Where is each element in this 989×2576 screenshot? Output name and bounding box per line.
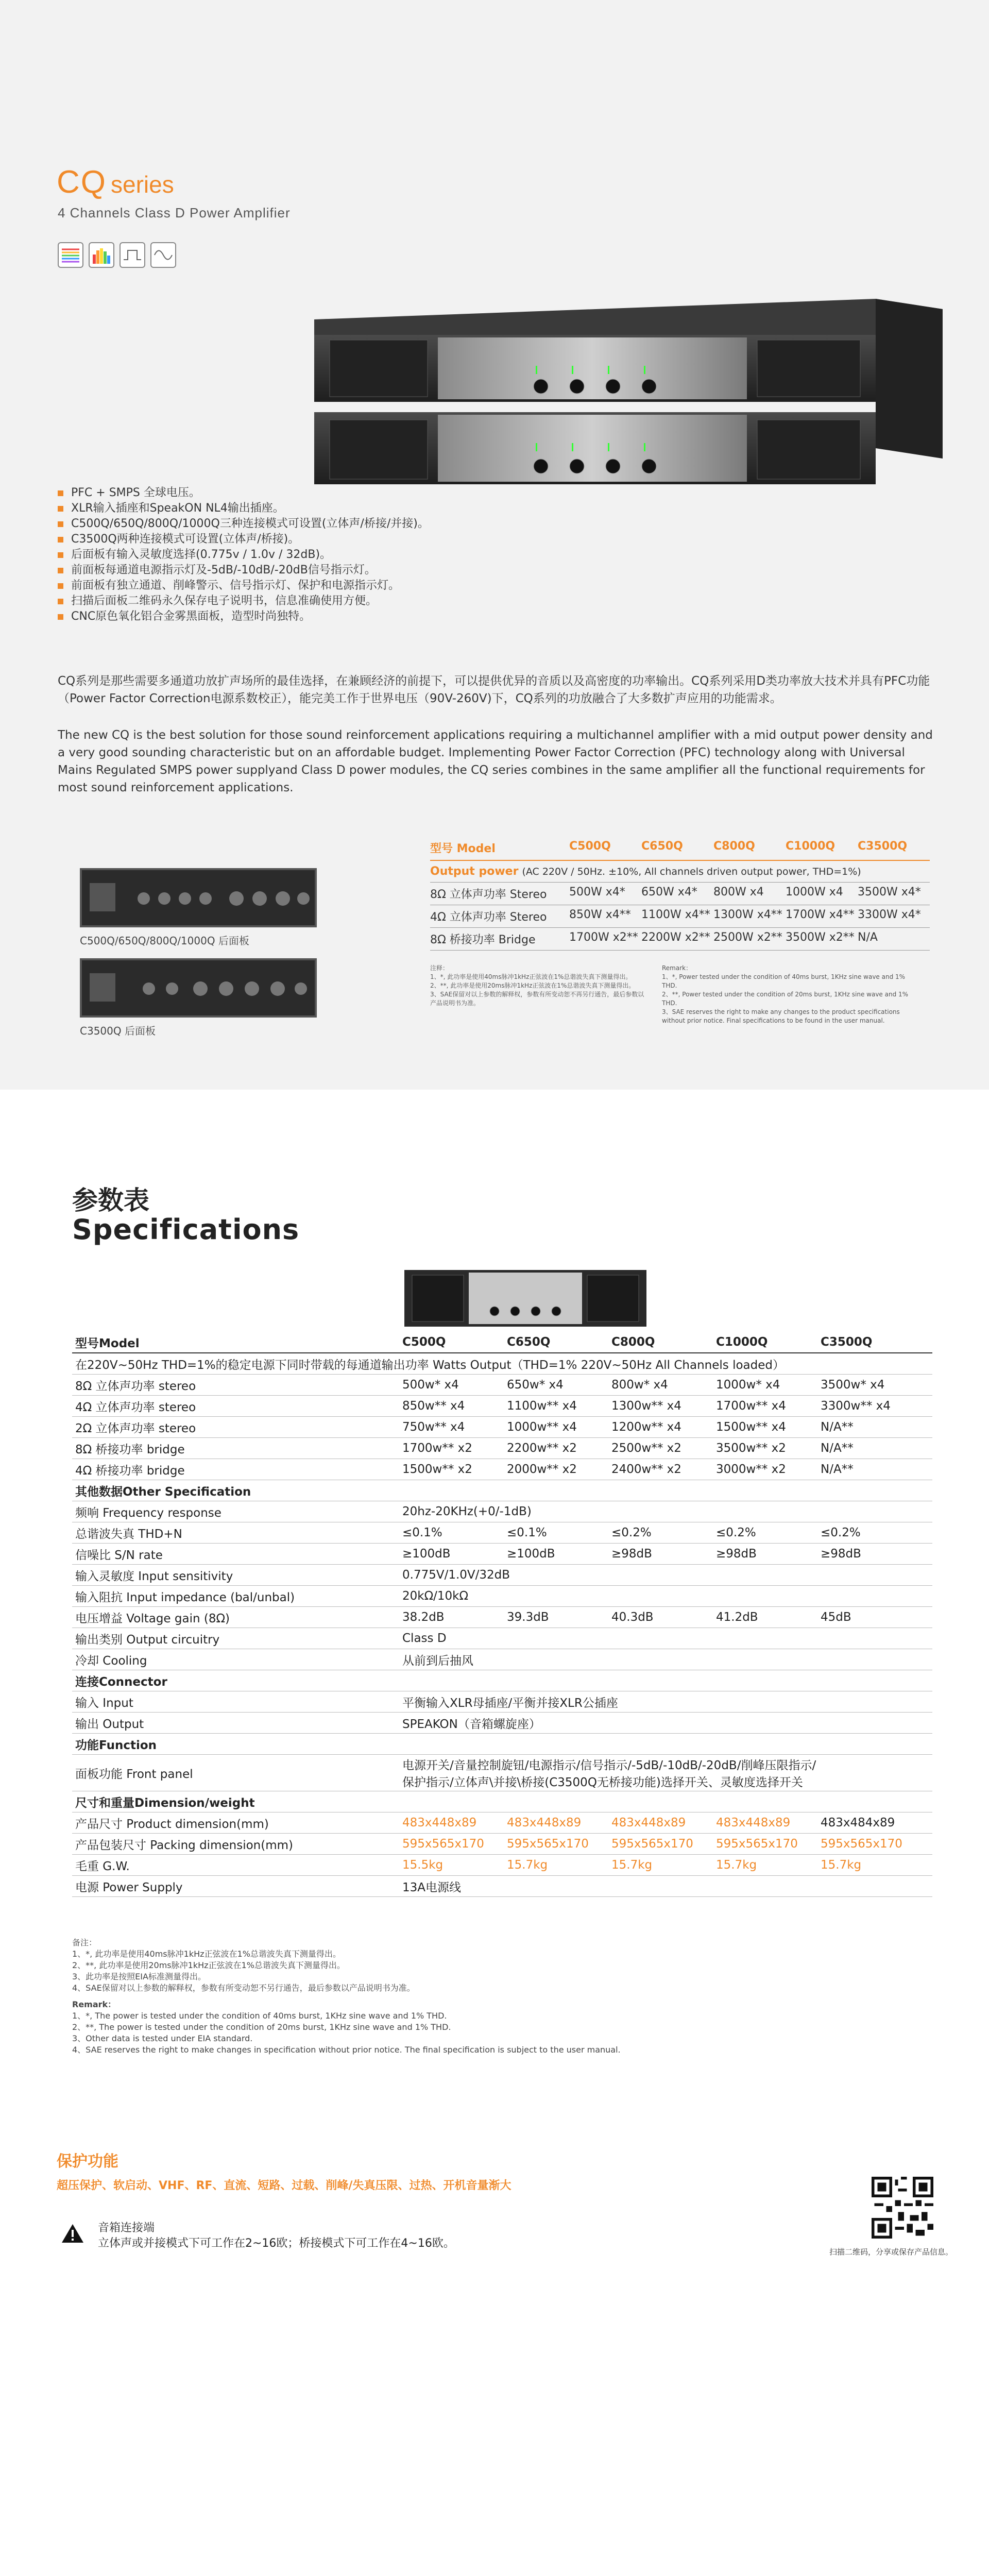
notes-title: Remark： [662,964,692,972]
table-cell: 595x565x170 [821,1837,902,1851]
table-row [72,1691,932,1713]
table-cell: 15.7kg [611,1858,653,1872]
table-cell: 15.7kg [507,1858,548,1872]
feature-item: 扫描后面板二维码永久保存电子说明书，信息准确使用方便。 [58,594,429,609]
spec-notes [72,1937,621,2056]
output-power-condition: (AC 220V / 50Hz. ±10%, All channels driven output power, THD=1%) [522,866,861,877]
table-row [72,1755,932,1791]
note-line: 3、SAE reserves the right to make any changes to the product specifications without prior notice. Final specifications to be found in the user manual. [662,1008,900,1024]
summary-notes-cn [430,964,646,1025]
table-cell: 850W x4** [569,908,631,921]
series-brand: CQ [57,164,107,200]
note-line: 4、SAE reserves the right to make changes in specification without prior notice. The final specification is subject to the user manual. [72,2045,621,2055]
table-cell: 650w* x4 [507,1378,564,1392]
spec-section-title: 其他数据Other Specification [75,1485,251,1499]
spec-section-title: 尺寸和重量Dimension/weight [75,1796,255,1810]
table-cell: 8Ω 立体声功率 Stereo [430,888,547,901]
table-row [72,1459,932,1480]
feature-item: C3500Q两种连接模式可设置(立体声/桥接)。 [58,532,429,547]
table-cell: 总谐波失真 THD+N [75,1527,182,1541]
table-cell: 38.2dB [402,1611,445,1624]
feature-item: 前面板每通道电源指示灯及-5dB/-10dB/-20dB信号指示灯。 [58,563,429,578]
table-cell: 1300w** x4 [611,1399,681,1413]
table-cell: 1700W x2** [569,931,638,944]
table-cell: 4Ω 桥接功率 bridge [75,1464,185,1478]
table-cell: 3500W x4* [858,886,921,899]
power-summary-table [430,840,930,1025]
table-cell: 800w* x4 [611,1378,668,1392]
table-cell: 15.7kg [716,1858,757,1872]
table-cell: 产品尺寸 Product dimension(mm) [75,1817,269,1831]
table-cell: 4Ω 立体声功率 Stereo [430,911,547,924]
intro-english: The new CQ is the best solution for those sound reinforcement applications requiring a multichannel amplifier with a mid output power density and a very good sounding characteristic but on an affordable budget. Implementing Power Factor Correction (PFC) technology along with Universal Mains Regulated SMPS power supplyand Class D power modules, the CQ series combines in the same amplifier all the functional requirements for most sound reinforcement applications. [58,728,933,794]
table-cell: 8Ω 桥接功率 bridge [75,1443,185,1456]
note-line: 2、**, 此功率是使用20ms脉冲1kHz正弦波在1%总谐波失真下测量得出。 [72,1960,345,1970]
table-cell: 3300W x4* [858,908,921,921]
note-line: 3、Other data is tested under EIA standard. [72,2033,253,2043]
table-cell: 15.5kg [402,1858,444,1872]
spec-table [72,1332,932,1897]
table-cell: 20hz-20KHz(+0/-1dB) [402,1505,532,1518]
table-cell: 2500W x2** [713,931,782,944]
output-power-row [430,861,930,883]
table-cell: 2500w** x2 [611,1442,681,1455]
table-cell: 3500w* x4 [821,1378,885,1392]
notes-title: 备注： [72,1938,97,1947]
table-cell: 483x448x89 [402,1816,477,1829]
table-row [72,1501,932,1522]
table-cell: ≤0.2% [716,1526,756,1539]
table-cell: 1500w** x4 [716,1420,786,1434]
amplifier-front-image [402,1260,649,1337]
summary-header-row [430,840,930,861]
note-line: 2、**, 此功率是使用20ms脉冲1kHz正弦波在1%总谐波失真下测量得出。 [430,982,635,989]
feature-icons [58,242,176,268]
table-cell: 3300w** x4 [821,1399,891,1413]
spec-header-cell: C650Q [507,1335,551,1349]
spec-title-cn: 参数表 [72,1185,149,1215]
notes-title: 注释： [430,964,449,972]
table-cell: ≥98dB [611,1547,652,1561]
table-cell: 595x565x170 [402,1837,484,1851]
table-cell: ≥98dB [716,1547,757,1561]
notes-title: Remark： [72,1999,116,2009]
table-cell: ≤0.2% [821,1526,861,1539]
table-cell: 41.2dB [716,1611,758,1624]
note-line: 3、此功率是按照EIA标准测量得出。 [72,1972,206,1981]
intro-chinese: CQ系列是那些需要多通道功放扩声场所的最佳选择，在兼顾经济的前提下，可以提供优异的音质以及高密度的功率输出。CQ系列采用D类功率放大技术并具有PFC功能（Power Factor Correction电源系数校正），能完美工作于世界电压（90V-260V)下，CQ系列的功放融合了大多数扩声应用的功能需求。 [58,674,930,705]
table-row [72,1586,932,1607]
table-cell: 输入 Input [75,1696,133,1710]
table-cell: 500w* x4 [402,1378,459,1392]
output-power-label: Output power [430,865,519,878]
summary-header-cell: C3500Q [858,840,908,853]
spec-header-cell: C500Q [402,1335,446,1349]
table-cell: 1300W x4** [713,908,782,921]
table-cell: 1100W x4** [641,908,710,921]
qr-caption: 扫描二维码，分享或保存产品信息。 [829,2247,953,2257]
table-cell: 1700w** x4 [716,1399,786,1413]
table-row [72,1876,932,1897]
note-line: 4、SAE保留对以上参数的解释权，参数有所变动恕不另行通告，最后参数以产品说明书为准。 [72,1983,415,1993]
table-row [430,928,930,951]
table-cell: 平衡输入XLR母插座/平衡并接XLR公插座 [402,1696,618,1710]
table-cell: 45dB [821,1611,851,1624]
table-cell: 4Ω 立体声功率 stereo [75,1400,196,1414]
summary-notes-en [662,964,919,1025]
spec-section-title: 功能Function [75,1738,157,1752]
qr-code-icon [872,2177,933,2239]
table-cell: ≥100dB [507,1547,555,1561]
protection-title: 保护功能 [57,2153,118,2171]
table-cell: 1700w** x2 [402,1442,472,1455]
spec-section-function [72,1734,932,1755]
table-row [430,905,930,928]
table-row [72,1565,932,1586]
summary-header-cell: C650Q [641,840,683,853]
table-cell: 483x448x89 [611,1816,686,1829]
spec-condition-row [72,1353,932,1375]
feature-list [58,485,429,624]
table-cell: N/A** [821,1442,854,1455]
table-row [72,1396,932,1417]
table-cell: 8Ω 桥接功率 Bridge [430,934,536,946]
feature-item: CNC原色氧化铝合金雾黑面板，造型时尚独特。 [58,609,429,624]
waveform-square-icon [120,242,145,268]
front-panel-line: 保护指示/立体声\并接\桥接(C3500Q无桥接功能)选择开关、灵敏度选择开关 [402,1776,803,1789]
series-subtitle: 4 Channels Class D Power Amplifier [58,205,291,221]
table-cell: 1000w** x4 [507,1420,577,1434]
spec-condition: 在220V~50Hz THD=1%的稳定电源下同时带载的每通道输出功率 Watts Output（THD=1% 220V~50Hz All Channels loaded） [75,1358,785,1372]
spec-header-row [72,1332,932,1353]
table-cell: N/A** [821,1420,854,1434]
table-cell: 750w** x4 [402,1420,465,1434]
summary-header-cell: C1000Q [786,840,835,853]
table-cell: 39.3dB [507,1611,549,1624]
feature-item: PFC + SMPS 全球电压。 [58,485,429,501]
spec-header-cell: C1000Q [716,1335,768,1349]
table-row [72,1834,932,1855]
feature-item: 前面板有独立通道、削峰警示、信号指示灯、保护和电源指示灯。 [58,578,429,594]
table-cell: 850w** x4 [402,1399,465,1413]
spec-connector-rows [72,1691,932,1734]
table-cell: 1000W x4 [786,886,843,899]
spec-section-dimension [72,1791,932,1812]
table-row [72,1713,932,1734]
table-cell: 650W x4* [641,886,697,899]
table-cell: ≤0.1% [402,1526,442,1539]
table-row [72,1812,932,1834]
table-cell: 500W x4* [569,886,625,899]
amplifier-product-image [299,289,948,515]
table-row [72,1544,932,1565]
note-line: 2、**, Power tested under the condition of 20ms burst, 1KHz sine wave and 1% THD. [662,991,909,1007]
series-word: series [111,171,174,198]
spec-header-cell: C800Q [611,1335,655,1349]
table-cell: 输入阻抗 Input impedance (bal/unbal) [75,1590,295,1604]
table-cell: ≥100dB [402,1547,451,1561]
table-row [72,1649,932,1670]
table-cell: 483x484x89 [821,1816,895,1829]
table-row [72,1438,932,1459]
table-row [72,1375,932,1396]
table-cell: 电源 Power Supply [75,1880,183,1894]
table-cell: 3000w** x2 [716,1463,786,1476]
table-row [72,1522,932,1544]
table-cell [402,1756,932,1790]
spec-header-cell: C3500Q [821,1335,873,1349]
note-line: 2、**, The power is tested under the condition of 20ms burst, 1KHz sine wave and 1% THD. [72,2022,451,2032]
summary-header-cell: 型号 Model [430,842,496,855]
warning-text [98,2221,455,2251]
series-title [57,164,174,200]
rear-panel-caption-2: C3500Q 后面板 [80,1025,156,1037]
spec-title-en: Specifications [72,1213,300,1246]
note-line: 3、SAE保留对以上参数的解释权，参数有所变动恕不再另行通告，最后参数以产品说明书为准。 [430,991,644,1007]
table-cell: 8Ω 立体声功率 stereo [75,1379,196,1393]
rear-panel-image-2 [80,958,317,1018]
summary-notes [430,964,930,1025]
table-cell: N/A [858,931,878,944]
table-cell: 595x565x170 [507,1837,589,1851]
summary-header-cell: C800Q [713,840,755,853]
warning-line: 音箱连接端 [98,2222,155,2234]
table-cell: 冷却 Cooling [75,1654,147,1668]
table-cell: 3500W x2** [786,931,855,944]
table-row [72,1417,932,1438]
spec-other-rows [72,1501,932,1670]
protection-items: 超压保护、软启动、VHF、RF、直流、短路、过载、削峰/失真压限、过热、开机音量渐大 [57,2179,511,2192]
table-cell: 信噪比 S/N rate [75,1548,163,1562]
spec-header-cell: 型号Model [75,1336,140,1350]
note-line: 1、*, The power is tested under the condition of 40ms burst, 1KHz sine wave and 1% THD. [72,2011,447,2021]
table-cell: 2200W x2** [641,931,710,944]
table-cell: ≥98dB [821,1547,861,1561]
table-cell: 1100w** x4 [507,1399,577,1413]
table-cell: 13A电源线 [402,1880,462,1894]
spec-power-rows [72,1375,932,1480]
table-cell: 2200w** x2 [507,1442,577,1455]
table-cell: 15.7kg [821,1858,862,1872]
spectrum-icon [58,242,83,268]
table-cell: 595x565x170 [716,1837,798,1851]
table-cell: 输入灵敏度 Input sensitivity [75,1569,233,1583]
feature-item: 后面板有输入灵敏度选择(0.775v / 1.0v / 32dB)。 [58,547,429,563]
front-panel-line: 电源开关/音量控制旋钮/电源指示/信号指示/-5dB/-10dB/-20dB/削峰压限指示/ [402,1759,816,1772]
warning-line: 立体声或并接模式下可工作在2~16欧；桥接模式下可工作在4~16欧。 [98,2237,455,2250]
table-cell: 1000w* x4 [716,1378,780,1392]
rear-panel-image-1 [80,868,317,927]
colorbar-icon [89,242,114,268]
note-line: 1、*, 此功率是使用40ms脉冲1kHz正弦波在1%总谐波失真下测量得出。 [430,973,632,980]
note-line: 1、*, 此功率是使用40ms脉冲1kHz正弦波在1%总谐波失真下测量得出。 [72,1949,341,1959]
table-cell: 从前到后抽风 [402,1654,473,1668]
table-row [72,1855,932,1876]
table-cell: 2400w** x2 [611,1463,681,1476]
table-cell: 483x448x89 [507,1816,582,1829]
rear-panel-caption-1: C500Q/650Q/800Q/1000Q 后面板 [80,935,249,947]
table-row [72,1607,932,1628]
table-cell: 输出类别 Output circuitry [75,1633,220,1647]
table-cell: 0.775V/1.0V/32dB [402,1568,510,1582]
table-cell: 面板功能 Front panel [75,1767,193,1781]
table-cell: 产品包装尺寸 Packing dimension(mm) [75,1838,293,1852]
warning-icon [61,2223,84,2244]
table-cell: 40.3dB [611,1611,654,1624]
table-cell: 483x448x89 [716,1816,791,1829]
table-cell: 电压增益 Voltage gain (8Ω) [75,1612,230,1625]
table-cell: 频响 Frequency response [75,1506,221,1520]
table-cell: 1700W x4** [786,908,855,921]
table-cell: 1500w** x2 [402,1463,472,1476]
table-cell: N/A** [821,1463,854,1476]
table-cell: 输出 Output [75,1717,144,1731]
table-cell: 3500w** x2 [716,1442,786,1455]
summary-header-cell: C500Q [569,840,611,853]
table-cell: 20kΩ/10kΩ [402,1589,469,1603]
table-cell: 595x565x170 [611,1837,693,1851]
spec-section-connector [72,1670,932,1691]
sine-wave-icon [150,242,176,268]
spec-section-title: 连接Connector [75,1675,167,1689]
feature-item: XLR输入插座和SpeakON NL4输出插座。 [58,501,429,516]
table-cell: 2Ω 立体声功率 stereo [75,1421,196,1435]
table-cell: 2000w** x2 [507,1463,577,1476]
spec-section-other [72,1480,932,1501]
table-row [72,1628,932,1649]
spec-dimension-rows [72,1812,932,1897]
table-cell: 1200w** x4 [611,1420,681,1434]
table-cell: ≤0.1% [507,1526,547,1539]
table-cell: 800W x4 [713,886,764,899]
table-cell: ≤0.2% [611,1526,652,1539]
table-row [430,883,930,905]
table-cell: SPEAKON（音箱螺旋座） [402,1717,541,1731]
table-cell: 毛重 G.W. [75,1859,130,1873]
feature-item: C500Q/650Q/800Q/1000Q三种连接模式可设置(立体声/桥接/并接)。 [58,516,429,532]
note-line: 1、*, Power tested under the condition of 40ms burst, 1KHz sine wave and 1% THD. [662,973,906,989]
table-cell: Class D [402,1632,447,1645]
